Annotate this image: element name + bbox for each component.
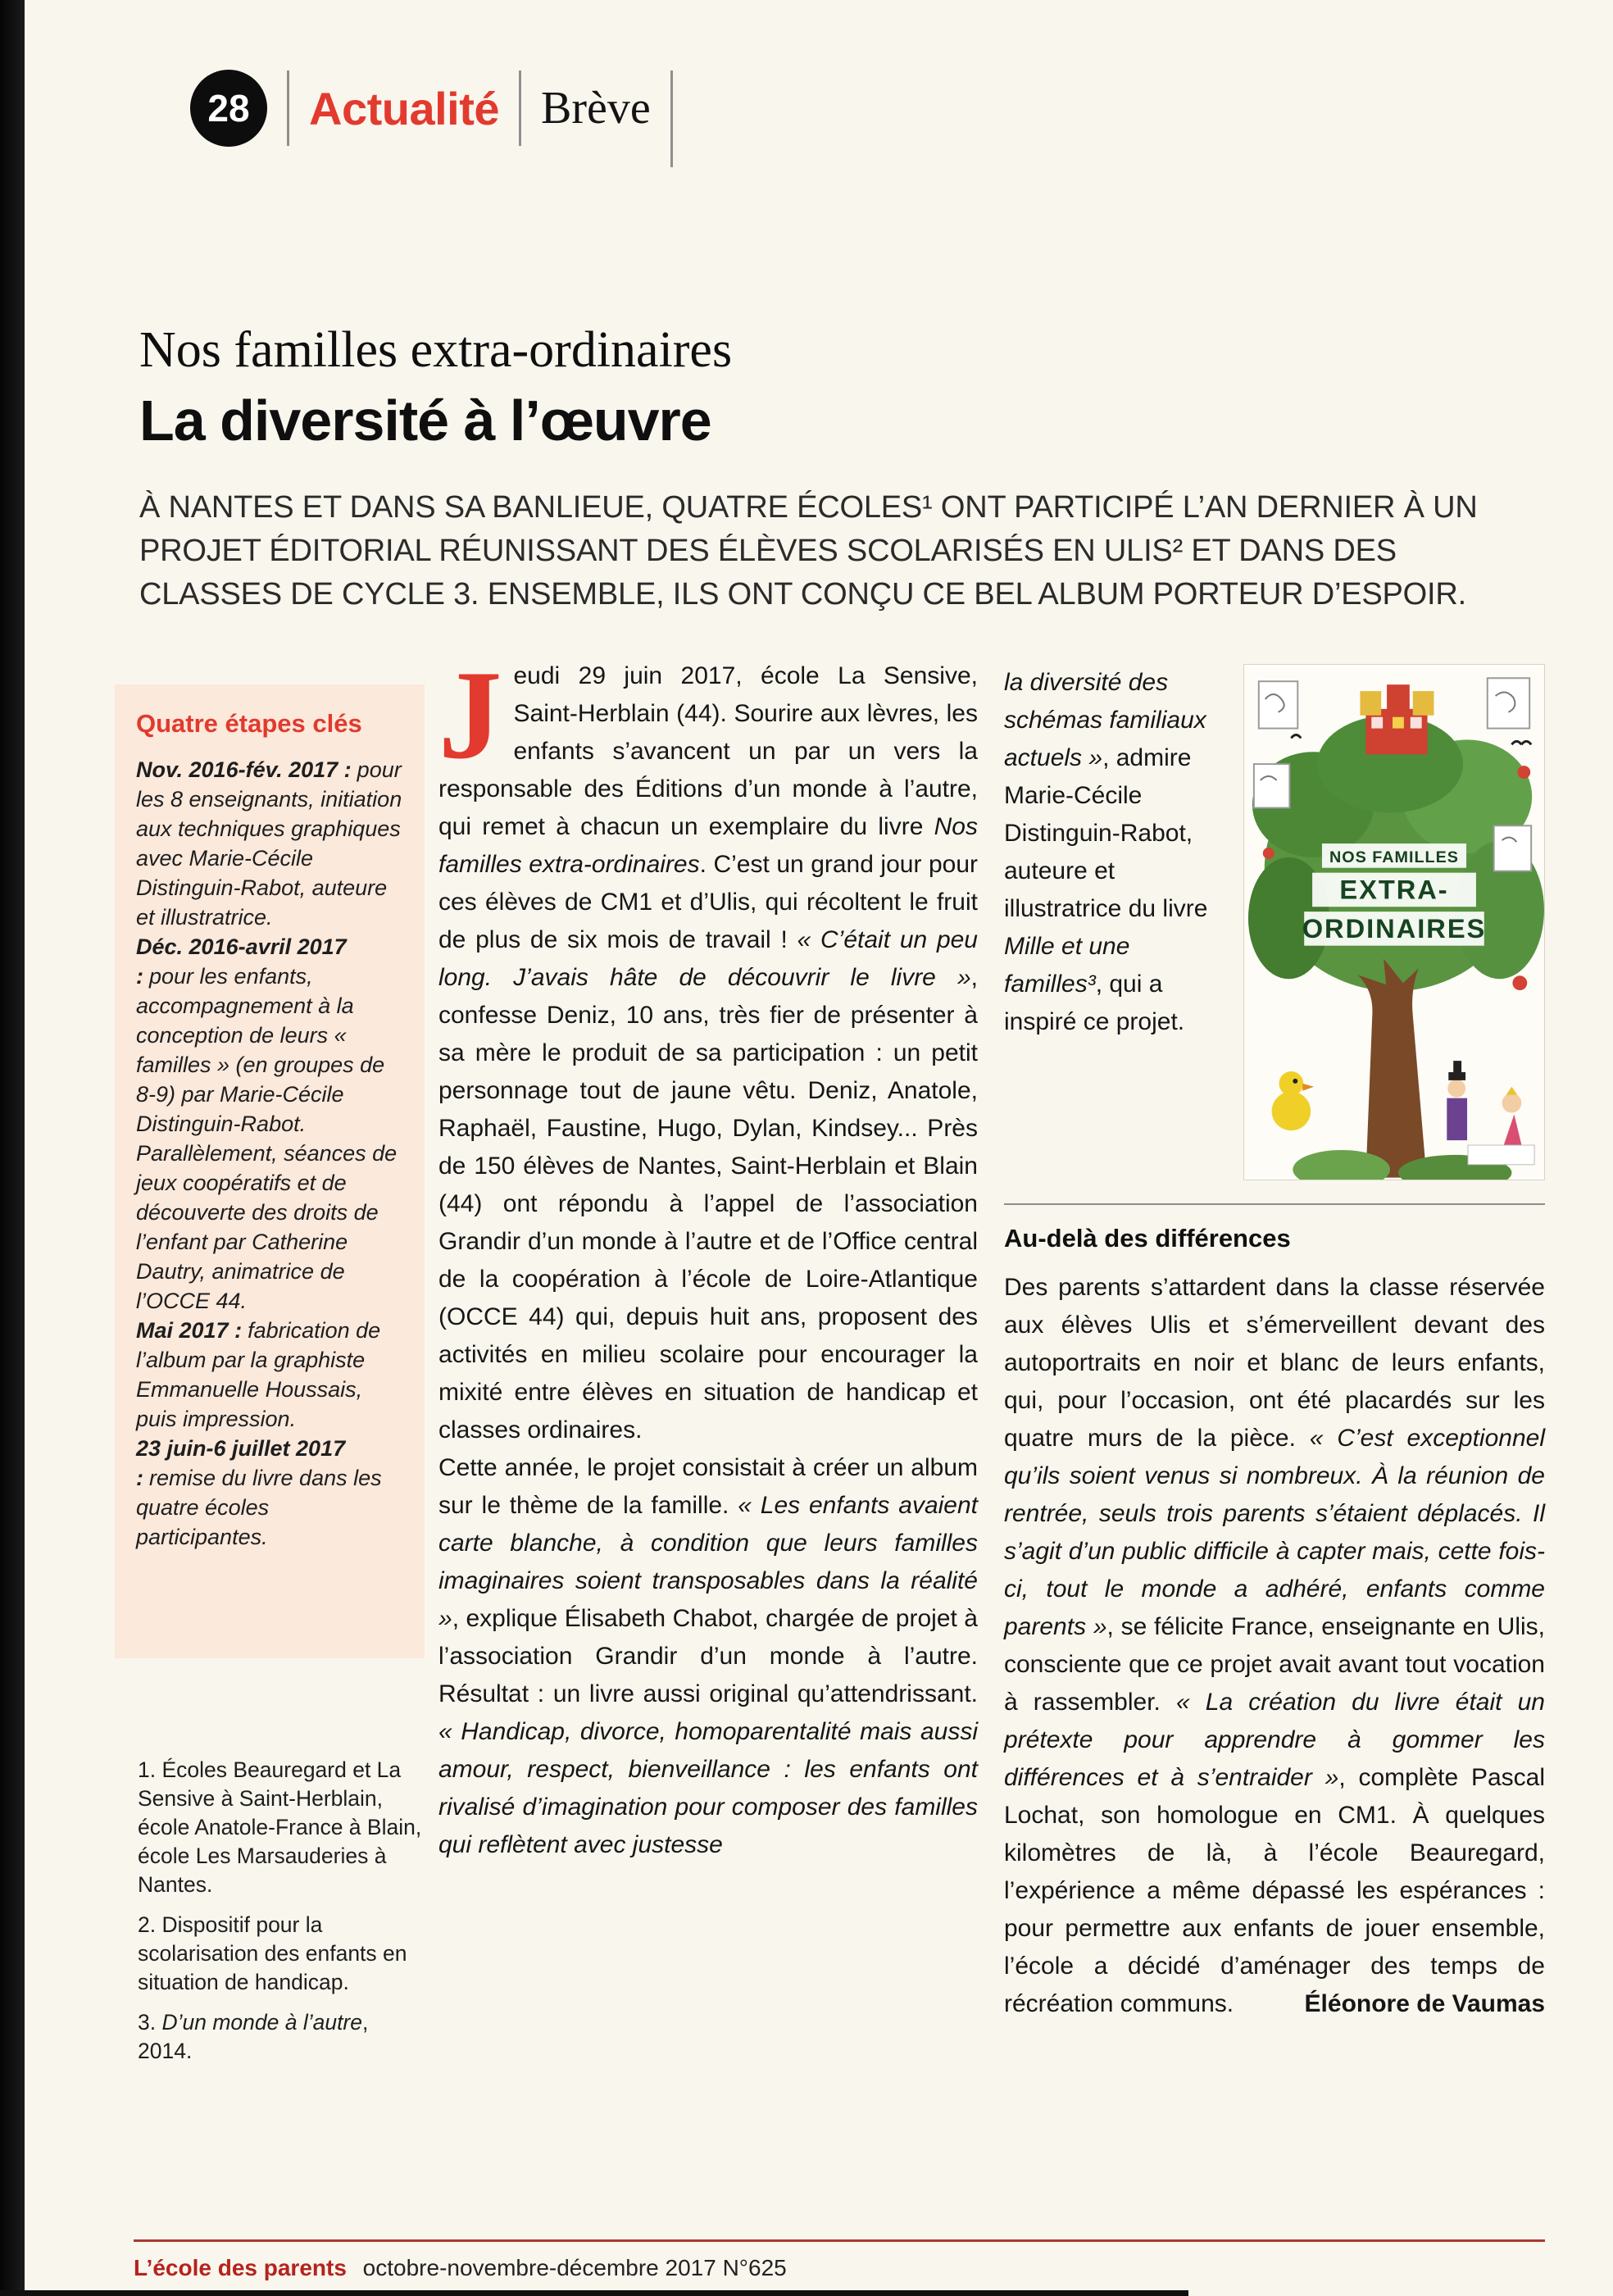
article-column-right [1004, 664, 1545, 2023]
page-number-badge: 28 [190, 70, 267, 147]
quote-and-cover-row [1004, 664, 1545, 1198]
standfirst: À NANTES ET DANS SA BANLIEUE, QUATRE ÉCOLES¹ ONT PARTICIPÉ L’AN DERNIER À UN PROJET ÉDITORIAL RÉUNISSANT DES ÉLÈVES SCOLARISÉS EN ULIS² ET DANS DES CLASSES DE CYCLE 3. ENSEMBLE, ILS ONT CONÇU CE BEL ALBUM PORTEUR D’ESPOIR. [139, 490, 1478, 612]
paragraph-text: la diversité des schémas familiaux actuels », admire Marie-Cécile Distinguin-Rabot, auteure et illustratrice du livre Mille et une familles³, qui a inspiré ce projet. [1004, 669, 1208, 1035]
footnote-1: 1. Écoles Beauregard et La Sensive à Saint-Herblain, école Anatole-France à Blain, école Les Marsauderies à Nantes. [138, 1757, 422, 1897]
drop-cap: J [438, 644, 502, 785]
section-divider [1004, 1203, 1545, 1205]
article-paragraph: Des parents s’attardent dans la classe réservée aux élèves Ulis et s’émerveillent devant des autoportraits en noir et blanc de leurs enfants, qui, pour l’occasion, ont été placardés sur les quatre murs de la pièce. « C’est exceptionnel qu’ils soient venus si nombreux. À la réunion de rentrée, seuls trois parents s’étaient déplacés. Il s’agit d’un public difficile à capter mais, cette fois-ci, tout le monde a adhéré, enfants comme parents », se félicite France, enseignante en Ulis, consciente que ce projet avait avant tout vocation à rassembler. « La création du livre était un prétexte pour apprendre à gommer les différences et à s’entraider », complète Pascal Lochat, son homologue en CM1. À quelques kilomètres de là, à l’école Beauregard, l’expérience a même dépassé les espérances : pour permettre aux enfants de jouer ensemble, l’école a décidé d’aménager des temps de récréation communs. [1004, 1274, 1545, 2017]
sidebar-step [136, 755, 403, 932]
cover-title-line-3: ORDINAIRES [1302, 912, 1487, 943]
footnote-3: 3. D’un monde à l’autre, 2014. [138, 2010, 369, 2063]
step-dates: Nov. 2016-fév. 2017 : [136, 757, 352, 782]
section-label: Actualité [309, 82, 499, 134]
footnote-2: 2. Dispositif pour la scolarisation des enfants en situation de handicap. [138, 1912, 407, 1994]
article-title: La diversité à l’œuvre [139, 389, 711, 452]
article-paragraph: Cette année, le projet consistait à créer un album sur le thème de la famille. « Les enfants avaient carte blanche, à condition que leurs familles imaginaires soient transposables dans la réalité », explique Élisabeth Chabot, chargée de projet à l’association Grandir d’un monde à l’autre. Résultat : un livre aussi original qu’attendrissant. « Handicap, divorce, homoparentalité mais aussi amour, respect, bienveillance : les enfants ont rivalisé d’imagination pour composer des familles qui reflètent avec justesse [438, 1454, 978, 1858]
subsection-label: Brève [541, 83, 651, 134]
sidebar-step [136, 932, 403, 1316]
header-divider [670, 70, 673, 167]
title-block [139, 321, 1524, 616]
book-cover-art [1244, 665, 1544, 1180]
key-steps-sidebar [115, 684, 425, 1658]
step-dates: Mai 2017 : [136, 1318, 243, 1343]
step-text: pour les enfants, accompagnement à la conception de leurs « familles » (en groupes de 8-9) par Marie-Cécile Distinguin-Rabot. Parallèlement, séances de jeux coopératifs et de découverte des droits de l’enfant par Catherine Dautry, animatrice de l’OCCE 44. [136, 964, 398, 1313]
cover-title-line-1: NOS FAMILLES [1329, 848, 1459, 866]
page-header [190, 67, 673, 149]
paragraph-text: eudi 29 juin 2017, école La Sensive, Saint-Herblain (44). Sourire aux lèvres, les enfants s’avancent un par un vers la responsable des Éditions d’un monde à l’autre, qui remet à chacun un exemplaire du livre Nos familles extra-ordinaires. C’est un grand jour pour ces élèves de CM1 et d’Ulis, qui récoltent le fruit de plus de six mois de travail ! « C’était un peu long. J’avais hâte de découvrir le livre », confesse Deniz, 10 ans, très fier de présenter à sa mère le produit de sa participation : un petit personnage tout de jaune vêtu. Deniz, Anatole, Raphaël, Faustine, Hugo, Dylan, Kindsey... Près de 150 élèves de Nantes, Saint-Herblain et Blain (44) ont répondu à l’appel de l’association Grandir d’un monde à l’autre et de l’Office central de la coopération à l’école de Loire-Atlantique (OCCE 44) qui, depuis huit ans, proposent des activités en milieu scolaire pour encourager la mixité entre élèves en situation de handicap et classes ordinaires. [438, 662, 978, 1444]
sidebar-title: Quatre étapes clés [136, 709, 362, 738]
article-paragraph [438, 644, 978, 1449]
header-divider [519, 70, 521, 146]
section-subhead: Au-delà des différences [1004, 1224, 1291, 1253]
page-footer [134, 2239, 1545, 2281]
magazine-title: L’école des parents [134, 2255, 347, 2280]
figure-with-hat [1447, 1061, 1467, 1140]
step-text: pour les 8 enseignants, initiation aux techniques graphiques avec Marie-Cécile Distinguin-Rabot, auteure et illustratrice. [136, 757, 402, 930]
footnotes [138, 1756, 423, 2077]
cover-title-line-2: EXTRA- [1339, 874, 1449, 905]
quote-continuation [1004, 664, 1222, 1198]
article-kicker: Nos familles extra-ordinaires [139, 322, 733, 378]
header-divider [287, 70, 289, 146]
issue-info: octobre-novembre-décembre 2017 N°625 [362, 2255, 787, 2280]
castle-icon [1360, 684, 1434, 754]
step-dates: Déc. 2016-avril 2017 : [136, 934, 347, 989]
cover-title [1302, 843, 1487, 946]
sidebar-step [136, 1316, 403, 1434]
article-column-main [438, 644, 978, 1864]
scan-edge [0, 0, 25, 2296]
step-dates: 23 juin-6 juillet 2017 : [136, 1436, 346, 1490]
step-text: remise du livre dans les quatre écoles participantes. [136, 1466, 382, 1549]
publisher-label [1468, 1145, 1534, 1165]
book-cover-illustration [1243, 664, 1545, 1180]
scan-bottom-edge [0, 2290, 1188, 2296]
sidebar-step [136, 1434, 403, 1552]
author-byline: Éléonore de Vaumas [1304, 1990, 1545, 2017]
step-text: fabrication de l’album par la graphiste Emmanuelle Houssais, puis impression. [136, 1318, 381, 1431]
